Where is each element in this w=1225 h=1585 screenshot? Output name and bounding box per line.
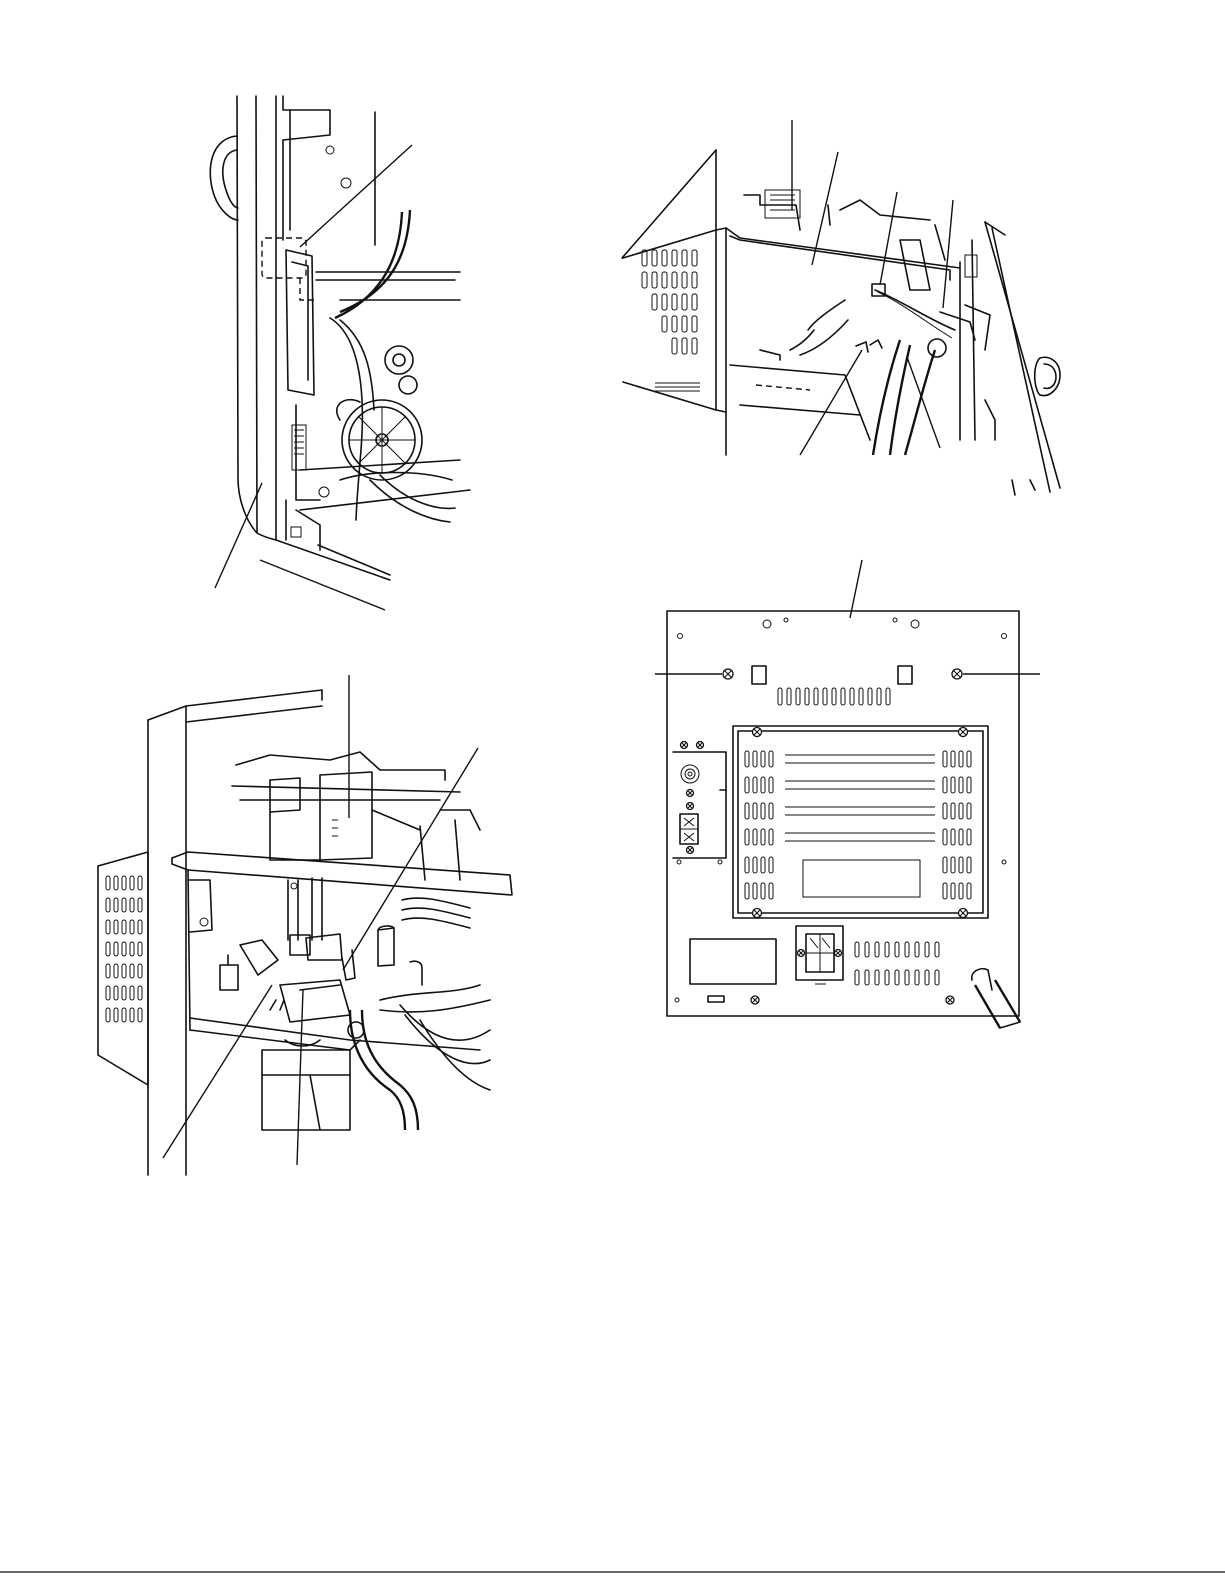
screw-icon — [753, 728, 762, 737]
vent-slots-fig3 — [106, 876, 142, 1022]
screw-icon — [681, 742, 688, 749]
vent-slots-top-row — [778, 688, 890, 705]
screw-icon — [959, 728, 968, 737]
screw-icon — [687, 847, 694, 854]
screw-icon — [697, 742, 704, 749]
screw-icon — [946, 996, 954, 1004]
screw-icon — [723, 669, 733, 679]
screw-icon — [753, 909, 762, 918]
vent-slots-fig2 — [642, 250, 700, 391]
figure-bottom-chassis — [98, 675, 512, 1175]
vent-slots-bottom-rows — [855, 942, 939, 985]
screw-icon — [952, 669, 962, 679]
screw-icon — [751, 996, 759, 1004]
figure-left-side-interior — [210, 96, 470, 610]
screw-icon — [835, 950, 842, 957]
vent-slots-right-block — [943, 751, 971, 899]
screw-icon — [687, 803, 694, 810]
screw-icon — [687, 790, 694, 797]
vent-slots-left-block — [745, 751, 773, 899]
screw-icon — [798, 950, 805, 957]
figure-right-side-interior — [622, 120, 1060, 495]
screw-icon — [959, 909, 968, 918]
figure-rear-panel — [655, 560, 1040, 1028]
